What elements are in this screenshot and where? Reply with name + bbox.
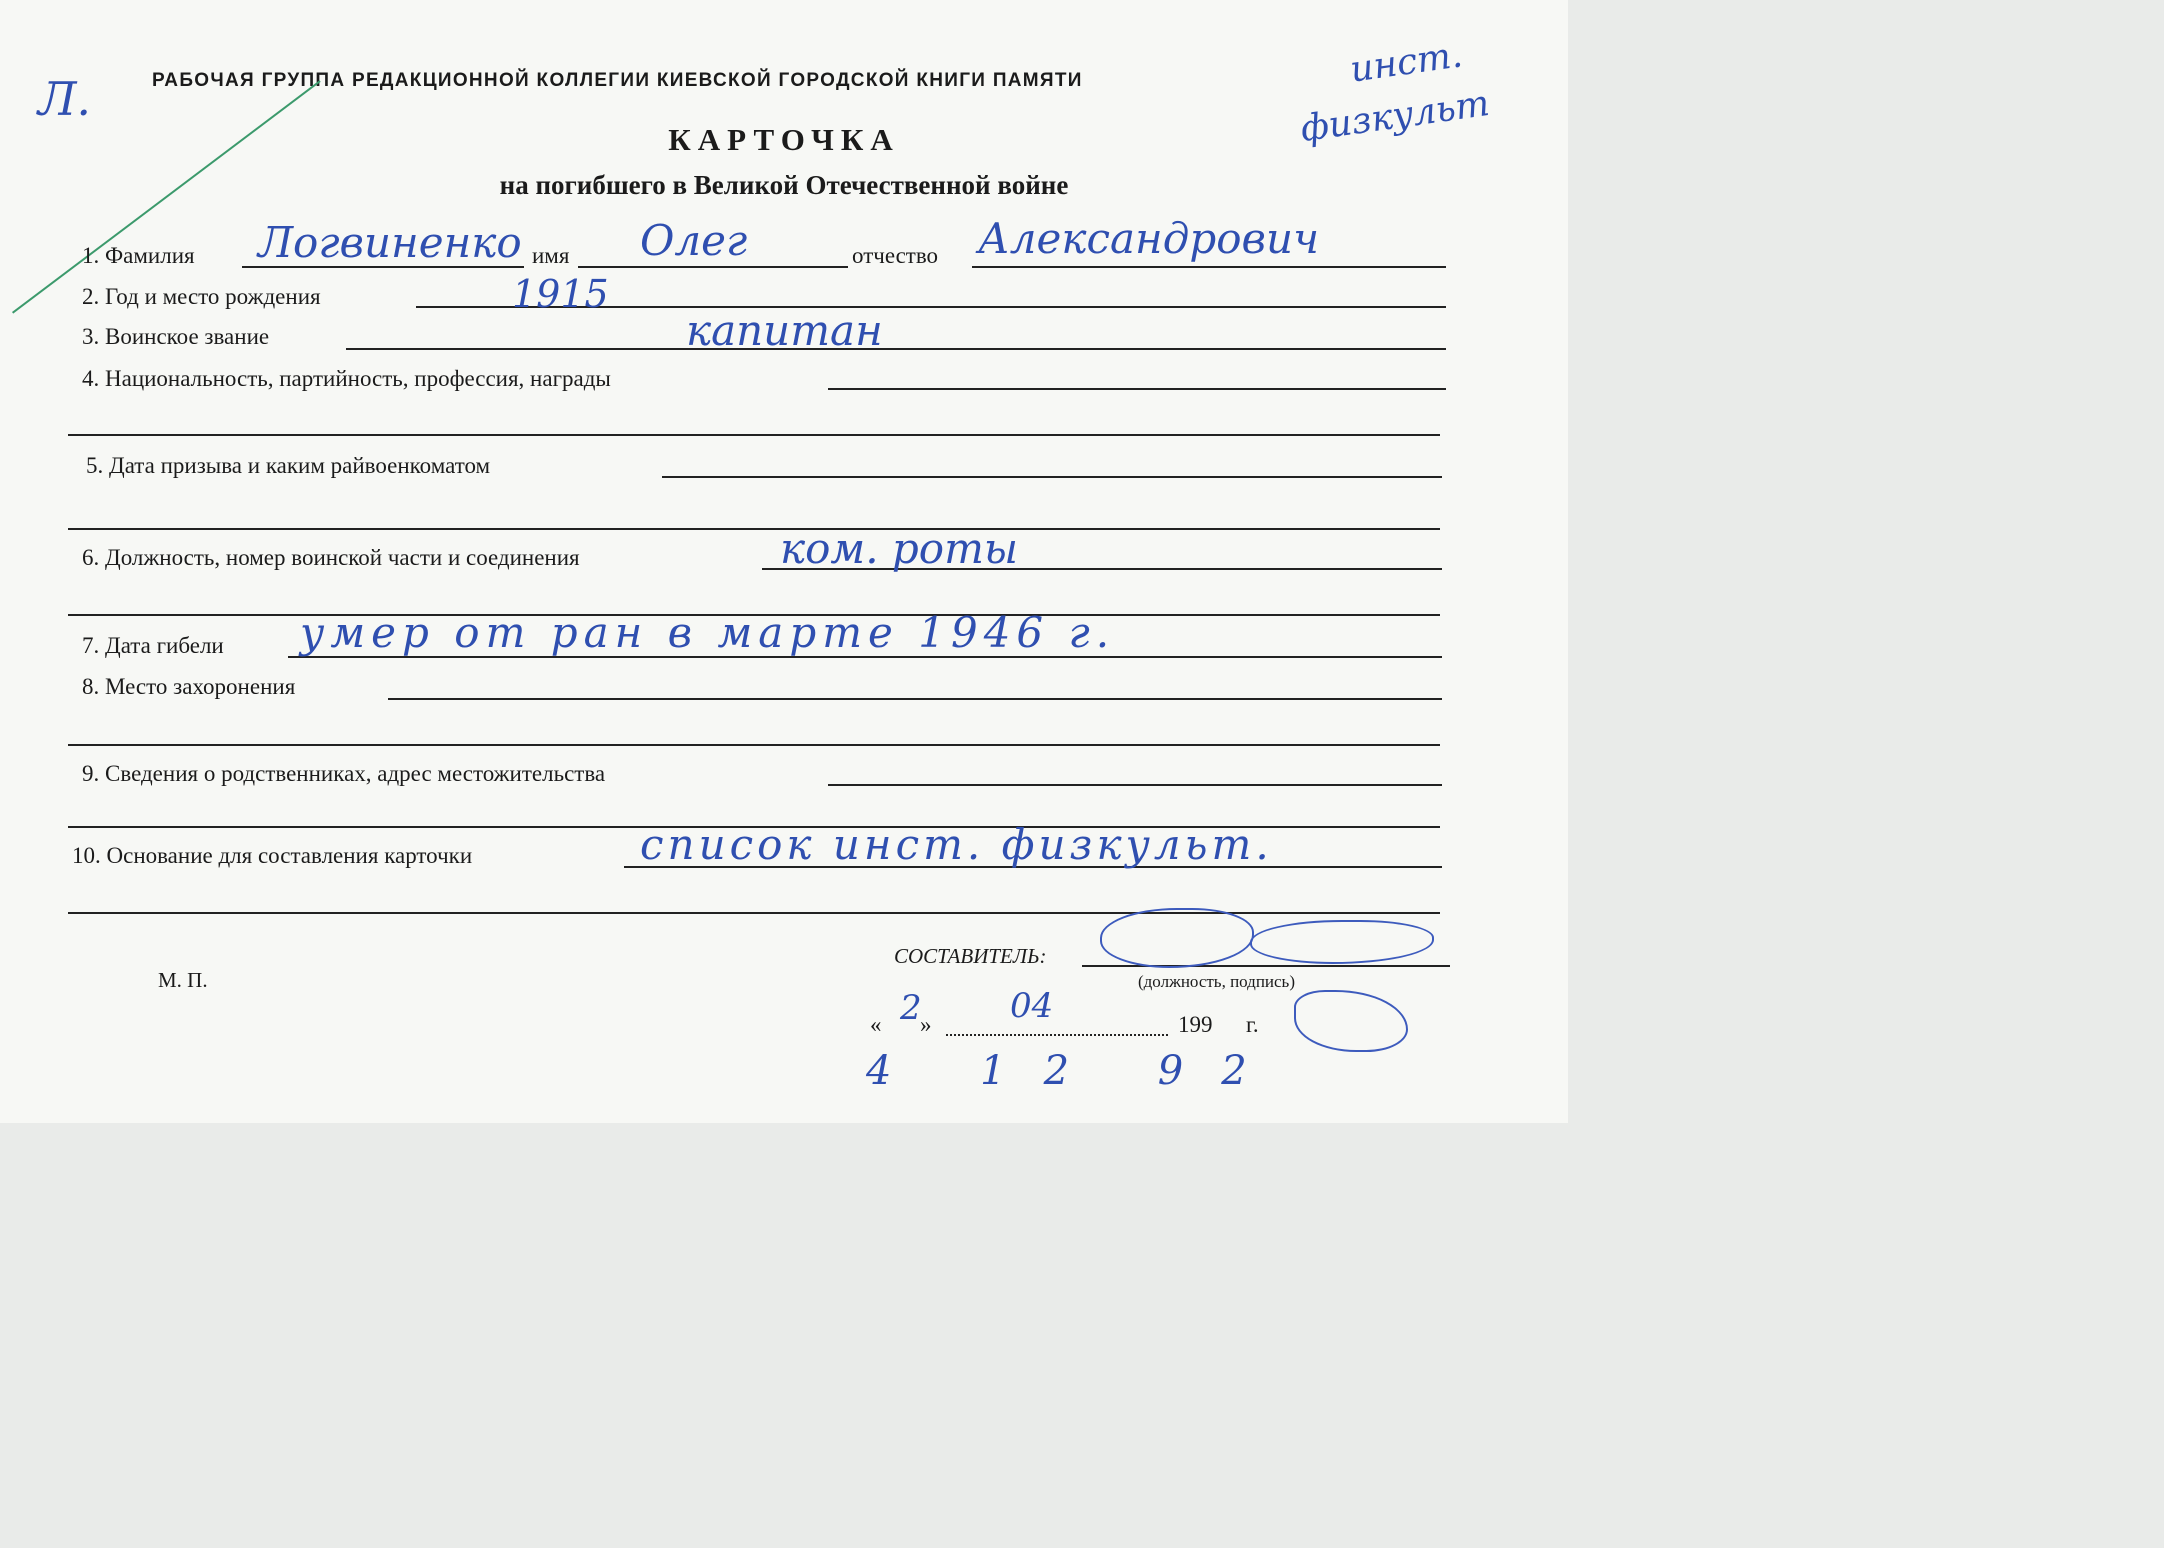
patronymic-label: отчество (852, 243, 939, 268)
top-note-line2: физкульт (1298, 82, 1492, 151)
basis-label: 10. Основание для составления карточки (72, 843, 473, 868)
patronymic-value: Александрович (978, 214, 1320, 263)
date-year-prefix: 199 (1178, 1012, 1213, 1037)
burial-extra-line (68, 744, 1440, 746)
organization-header: РАБОЧАЯ ГРУППА РЕДАКЦИОННОЙ КОЛЛЕГИИ КИЕВСКОЙ ГОРОДСКОЙ КНИГИ ПАМЯТИ (152, 70, 1083, 91)
surname-value: Логвиненко (258, 218, 522, 267)
date-close-quote: » (920, 1012, 932, 1037)
corner-mark: Л. (38, 72, 92, 126)
nationality-label: 4. Национальность, партийность, профессия, награды (82, 366, 611, 391)
name-value: Олег (640, 216, 748, 265)
basis-value: список инст. физкульт. (640, 820, 1273, 869)
nationality-line (828, 388, 1446, 390)
compiler-label: СОСТАВИТЕЛЬ: (894, 944, 1047, 968)
compiler-line (1082, 965, 1450, 967)
death-date-label: 7. Дата гибели (82, 633, 224, 658)
burial-label: 8. Место захоронения (82, 674, 296, 699)
date-open-quote: « (870, 1012, 882, 1037)
relatives-label: 9. Сведения о родственниках, адрес местожительства (82, 761, 606, 786)
death-date-value: умер от ран в марте 1946 г. (300, 608, 1116, 657)
conscription-label: 5. Дата призыва и каким райвоенкоматом (86, 453, 491, 478)
date-day-value: 2 (900, 988, 922, 1028)
rank-value: капитан (686, 306, 883, 355)
conscription-extra-line (68, 528, 1440, 530)
card-subtitle: на погибшего в Великой Отечественной войне (499, 170, 1069, 200)
card-title: КАРТОЧКА (668, 122, 900, 157)
rank-line (346, 348, 1446, 350)
date-year-suffix: г. (1246, 1012, 1259, 1037)
burial-line (388, 698, 1442, 700)
date-month-value: 04 (1010, 986, 1054, 1026)
relatives-line (828, 784, 1442, 786)
date-month-dotted-line (946, 1034, 1168, 1036)
name-label: имя (532, 243, 570, 268)
birth-label: 2. Год и место рождения (82, 284, 321, 309)
second-date-value: 4 12 92 (866, 1048, 1285, 1094)
position-label: 6. Должность, номер воинской части и соединения (82, 545, 580, 570)
position-value: ком. роты (780, 524, 1019, 573)
birth-year-value: 1915 (512, 272, 609, 316)
rank-label: 3. Воинское звание (82, 324, 270, 349)
top-note-line1: инст. (1347, 34, 1465, 91)
compiler-signature-tail (1250, 920, 1434, 964)
conscription-line (662, 476, 1442, 478)
compiler-signature (1100, 908, 1254, 968)
compiler-caption: (должность, подпись) (1138, 972, 1295, 991)
nationality-extra-line (68, 434, 1440, 436)
surname-label: 1. Фамилия (82, 243, 195, 268)
patronymic-line (972, 266, 1446, 268)
name-line (578, 266, 848, 268)
date-initials-mark (1294, 990, 1408, 1052)
stamp-place-label: М. П. (158, 968, 208, 992)
